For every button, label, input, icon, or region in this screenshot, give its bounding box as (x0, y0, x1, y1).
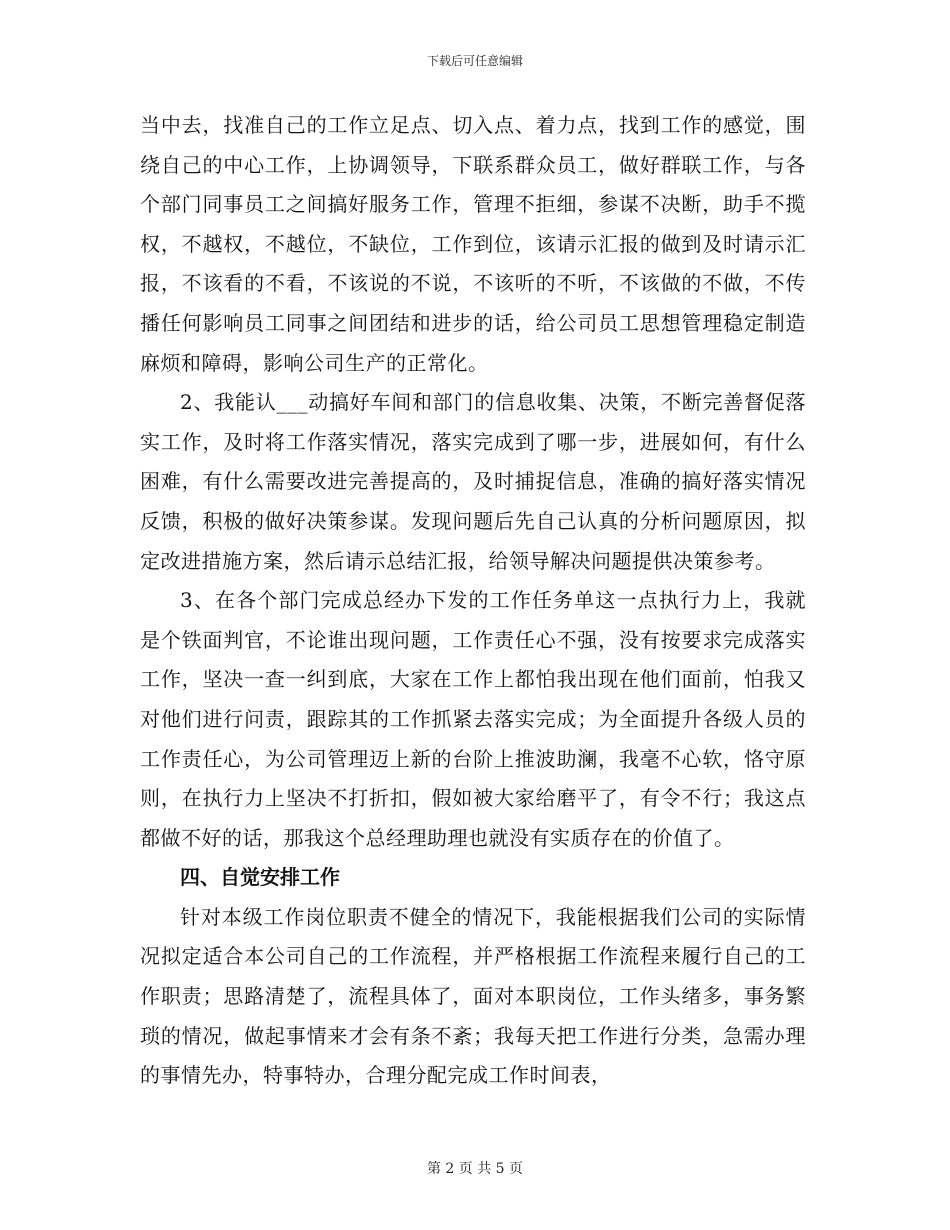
section-paragraph: 针对本级工作岗位职责不健全的情况下，我能根据我们公司的实际情况拟定适合本公司自己的工作流程，并严格根据工作流程来履行自己的工作职责；思路清楚了，流程具体了，面对本职岗位，工作头绪多，事务繁琐的情况，做起事情来才会有条不紊；我每天把工作进行分类，急需办理的事情先办，特事特办，合理分配完成工作时间表， (140, 904, 806, 1088)
paragraph-item-2: 2、我能认___动搞好车间和部门的信息收集、决策，不断完善督促落实工作，及时将工作落实情况，落实完成到了哪一步，进展如何，有什么困难，有什么需要改进完善提高的，及时捕捉信息，准确的搞好落实情况反馈，积极的做好决策参谋。发现问题后先自己认真的分析问题原因，拟定改进措施方案，然后请示总结汇报，给领导解决问题提供决策参考。 (140, 390, 806, 573)
paragraph-item-3: 3、在各个部门完成总经办下发的工作任务单这一点执行力上，我就是个铁面判官，不论谁出现问题，工作责任心不强，没有按要求完成落实工作，坚决一查一纠到底，大家在工作上都怕我出现在他们面前，怕我又对他们进行问责，跟踪其的工作抓紧去落实完成；为全面提升各级人员的工作责任心，为公司管理迈上新的台阶上推波助澜，我毫不心软，恪守原则，在执行力上坚决不打折扣，假如被大家给磨平了，有令不行；我这点都做不好的话，那我这个总经理助理也就没有实质存在的价值了。 (140, 588, 806, 850)
paragraph-continuation: 当中去，找准自己的工作立足点、切入点、着力点，找到工作的感觉，围绕自己的中心工作，上协调领导，下联系群众员工，做好群联工作，与各个部门同事员工之间搞好服务工作，管理不拒细，参谋不决断，助手不揽权，不越权，不越位，不缺位，工作到位，该请示汇报的做到及时请示汇报，不该看的不看，不该说的不说，不该听的不听，不该做的不做，不传播任何影响员工同事之间团结和进步的话，给公司员工思想管理稳定制造麻烦和障碍，影响公司生产的正常化。 (140, 113, 806, 375)
page-number-footer: 第 2 页 共 5 页 (426, 1161, 524, 1177)
document-body (140, 106, 806, 1096)
section-heading: 四、自觉安排工作 (180, 865, 340, 890)
page-header: 下载后可任意编辑 (426, 54, 523, 68)
